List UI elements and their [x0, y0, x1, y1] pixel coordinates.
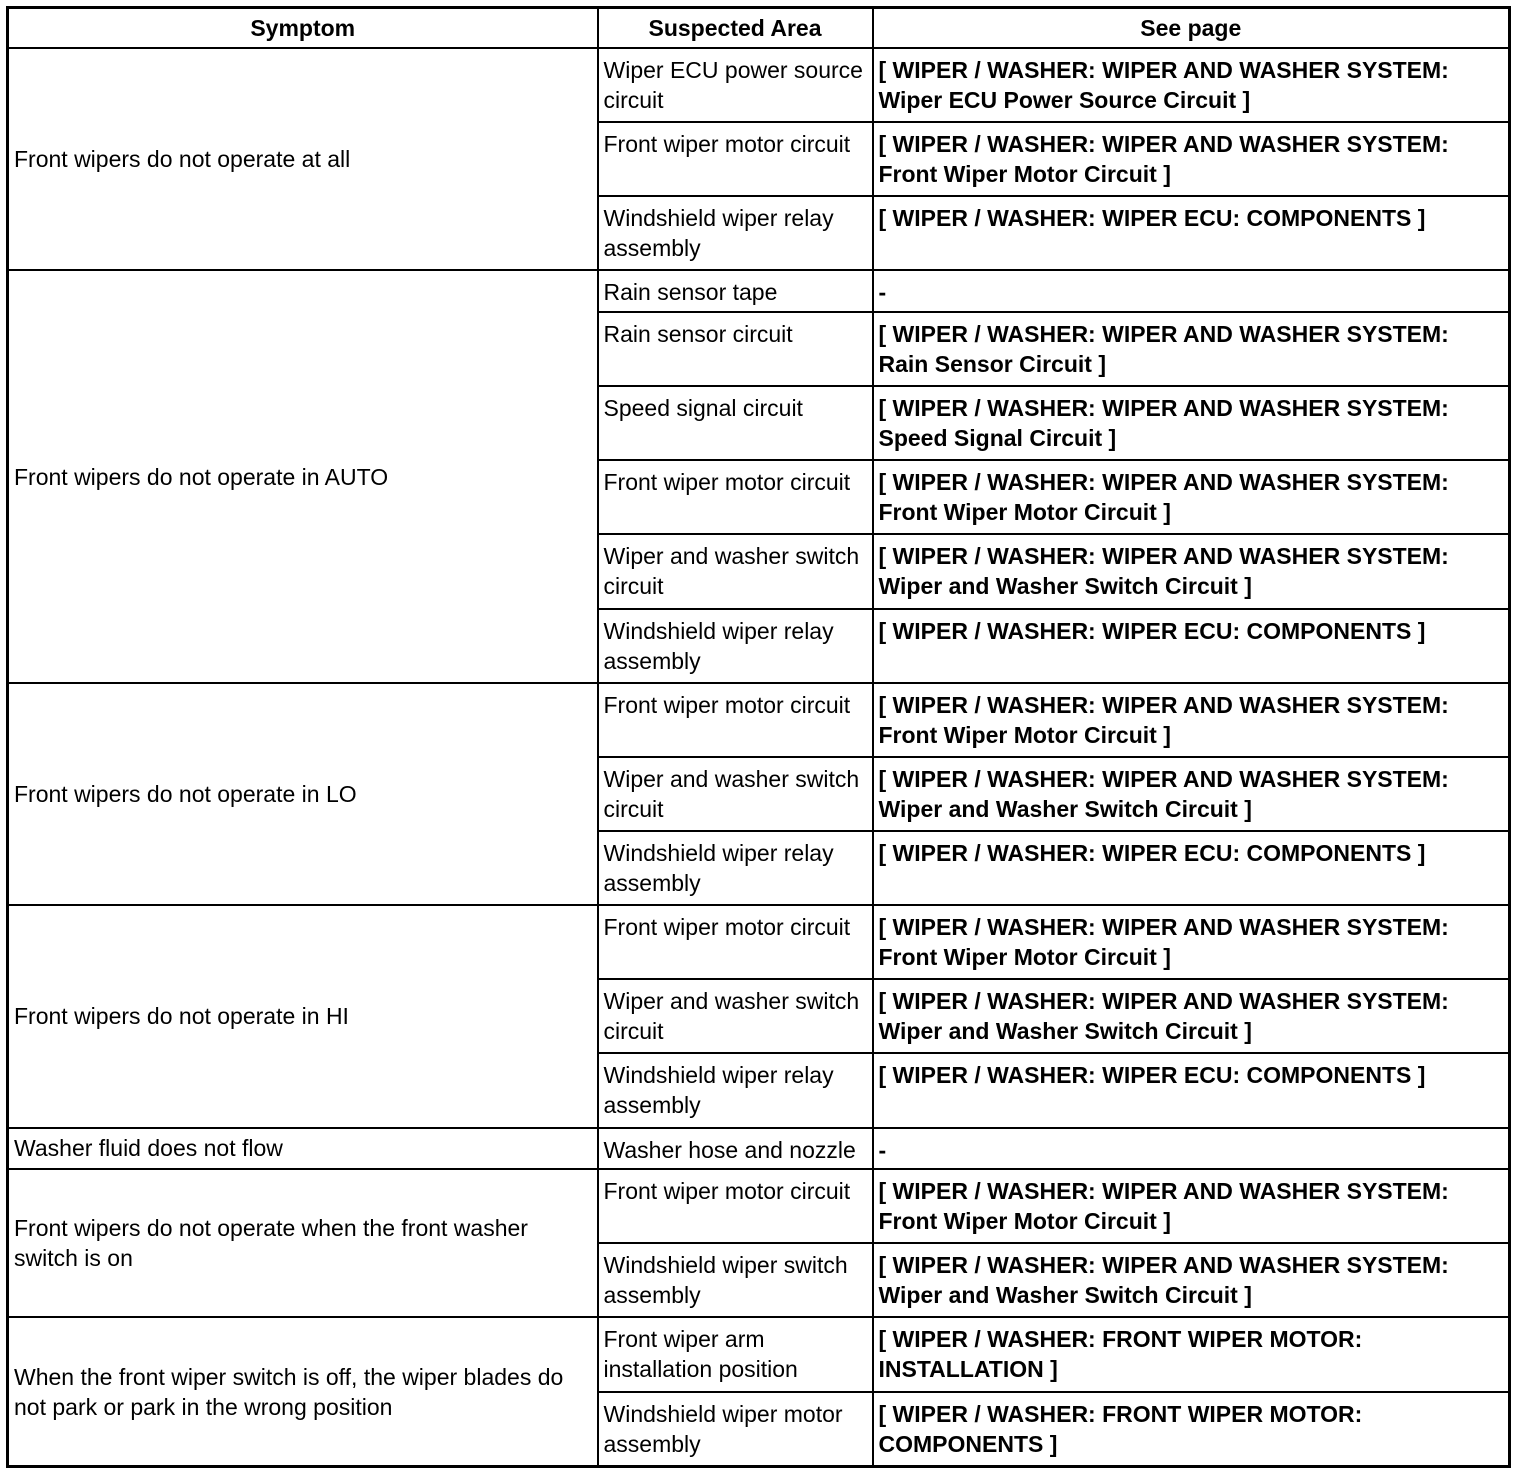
see-page-cell: [873, 757, 1510, 831]
table-row: [8, 270, 1510, 311]
see-page-cell: [873, 1053, 1510, 1127]
see-page-line: [ WIPER / WASHER: WIPER AND WASHER SYSTEM:: [878, 1252, 1449, 1279]
table-row: [8, 905, 1510, 979]
see-page-line: Front Wiper Motor Circuit ]: [878, 944, 1171, 971]
suspected-area-cell: Windshield wiper motor assembly: [598, 1392, 873, 1467]
suspected-area-cell: Windshield wiper relay assembly: [598, 609, 873, 683]
suspected-area-cell: Wiper and washer switch circuit: [598, 757, 873, 831]
see-page-cell: [873, 683, 1510, 757]
symptom-cell: Front wipers do not operate at all: [8, 48, 598, 270]
suspected-area-cell: Windshield wiper relay assembly: [598, 831, 873, 905]
see-page-cell: [873, 831, 1510, 905]
see-page-cell: [873, 460, 1510, 534]
suspected-area-cell: Windshield wiper relay assembly: [598, 1053, 873, 1127]
header-symptom: Symptom: [8, 8, 598, 49]
see-page-line: [ WIPER / WASHER: WIPER AND WASHER SYSTEM:: [878, 691, 1449, 718]
see-page-cell: [873, 270, 1510, 311]
see-page-line: [ WIPER / WASHER: FRONT WIPER MOTOR:: [878, 1400, 1363, 1427]
suspected-area-cell: Wiper and washer switch circuit: [598, 534, 873, 608]
symptom-cell: Front wipers do not operate in LO: [8, 683, 598, 905]
see-page-line: Front Wiper Motor Circuit ]: [878, 1208, 1171, 1235]
table-row: [8, 48, 1510, 122]
see-page-line: [ WIPER / WASHER: WIPER ECU: COMPONENTS ]: [878, 840, 1426, 866]
see-page-line: Wiper and Washer Switch Circuit ]: [878, 1018, 1252, 1045]
see-page-line: COMPONENTS ]: [878, 1430, 1058, 1457]
see-page-cell: [873, 979, 1510, 1053]
see-page-cell: [873, 312, 1510, 386]
see-page-line: -: [878, 1136, 887, 1163]
see-page-cell: [873, 1317, 1510, 1391]
table-row: [8, 1169, 1510, 1243]
symptom-cell: When the front wiper switch is off, the wiper blades do not park or park in the wrong position: [8, 1317, 598, 1466]
header-suspected-area: Suspected Area: [598, 8, 873, 49]
suspected-area-cell: Rain sensor tape: [598, 270, 873, 311]
troubleshooting-table: [6, 6, 1511, 1468]
see-page-line: Wiper and Washer Switch Circuit ]: [878, 1282, 1252, 1309]
see-page-line: Front Wiper Motor Circuit ]: [878, 161, 1171, 188]
suspected-area-cell: Washer hose and nozzle: [598, 1128, 873, 1169]
suspected-area-cell: Windshield wiper relay assembly: [598, 196, 873, 270]
see-page-line: [ WIPER / WASHER: WIPER AND WASHER SYSTEM:: [878, 131, 1449, 158]
suspected-area-cell: Front wiper motor circuit: [598, 1169, 873, 1243]
suspected-area-cell: Speed signal circuit: [598, 386, 873, 460]
see-page-line: [ WIPER / WASHER: WIPER AND WASHER SYSTEM:: [878, 988, 1449, 1015]
see-page-line: Wiper and Washer Switch Circuit ]: [878, 795, 1252, 822]
header-row: [8, 8, 1510, 49]
see-page-cell: [873, 196, 1510, 270]
see-page-line: Wiper ECU Power Source Circuit ]: [878, 87, 1251, 113]
see-page-line: [ WIPER / WASHER: WIPER AND WASHER SYSTEM:: [878, 914, 1449, 941]
symptom-cell: Front wipers do not operate in HI: [8, 905, 598, 1127]
see-page-cell: [873, 534, 1510, 608]
see-page-cell: [873, 48, 1510, 122]
suspected-area-cell: Front wiper arm installation position: [598, 1317, 873, 1391]
see-page-line: [ WIPER / WASHER: FRONT WIPER MOTOR:: [878, 1326, 1363, 1353]
suspected-area-cell: Front wiper motor circuit: [598, 122, 873, 196]
see-page-cell: [873, 1392, 1510, 1467]
suspected-area-cell: Rain sensor circuit: [598, 312, 873, 386]
table-row: [8, 1317, 1510, 1391]
suspected-area-cell: Windshield wiper switch assembly: [598, 1243, 873, 1317]
see-page-line: [ WIPER / WASHER: WIPER AND WASHER SYSTEM:: [878, 320, 1449, 347]
suspected-area-cell: Wiper and washer switch circuit: [598, 979, 873, 1053]
symptom-cell: Washer fluid does not flow: [8, 1128, 598, 1169]
suspected-area-cell: Front wiper motor circuit: [598, 683, 873, 757]
see-page-line: -: [878, 279, 887, 306]
suspected-area-cell: Wiper ECU power source circuit: [598, 48, 873, 122]
see-page-line: Front Wiper Motor Circuit ]: [878, 721, 1171, 748]
see-page-line: [ WIPER / WASHER: WIPER ECU: COMPONENTS ]: [878, 617, 1426, 644]
see-page-line: [ WIPER / WASHER: WIPER AND WASHER SYSTEM:: [878, 57, 1449, 83]
table-body: [8, 48, 1510, 1467]
see-page-cell: [873, 1169, 1510, 1243]
see-page-cell: [873, 609, 1510, 683]
table-row: [8, 1128, 1510, 1169]
see-page-cell: [873, 1128, 1510, 1169]
see-page-line: [ WIPER / WASHER: WIPER ECU: COMPONENTS ]: [878, 205, 1426, 232]
see-page-cell: [873, 1243, 1510, 1317]
see-page-line: [ WIPER / WASHER: WIPER AND WASHER SYSTEM:: [878, 765, 1449, 792]
see-page-line: Front Wiper Motor Circuit ]: [878, 499, 1171, 526]
see-page-line: Rain Sensor Circuit ]: [878, 350, 1106, 377]
header-see-page: See page: [873, 8, 1510, 49]
see-page-cell: [873, 122, 1510, 196]
suspected-area-cell: Front wiper motor circuit: [598, 460, 873, 534]
see-page-line: [ WIPER / WASHER: WIPER AND WASHER SYSTEM:: [878, 395, 1449, 422]
suspected-area-cell: Front wiper motor circuit: [598, 905, 873, 979]
symptom-cell: Front wipers do not operate when the front washer switch is on: [8, 1169, 598, 1317]
see-page-line: Speed Signal Circuit ]: [878, 425, 1117, 452]
see-page-line: [ WIPER / WASHER: WIPER AND WASHER SYSTEM:: [878, 469, 1449, 496]
table-row: [8, 683, 1510, 757]
symptom-cell: Front wipers do not operate in AUTO: [8, 270, 598, 682]
see-page-line: INSTALLATION ]: [878, 1356, 1058, 1383]
see-page-line: [ WIPER / WASHER: WIPER ECU: COMPONENTS ]: [878, 1062, 1426, 1089]
see-page-cell: [873, 905, 1510, 979]
see-page-line: [ WIPER / WASHER: WIPER AND WASHER SYSTEM:: [878, 1178, 1449, 1205]
see-page-line: [ WIPER / WASHER: WIPER AND WASHER SYSTEM:: [878, 543, 1449, 570]
see-page-line: Wiper and Washer Switch Circuit ]: [878, 573, 1252, 600]
see-page-cell: [873, 386, 1510, 460]
